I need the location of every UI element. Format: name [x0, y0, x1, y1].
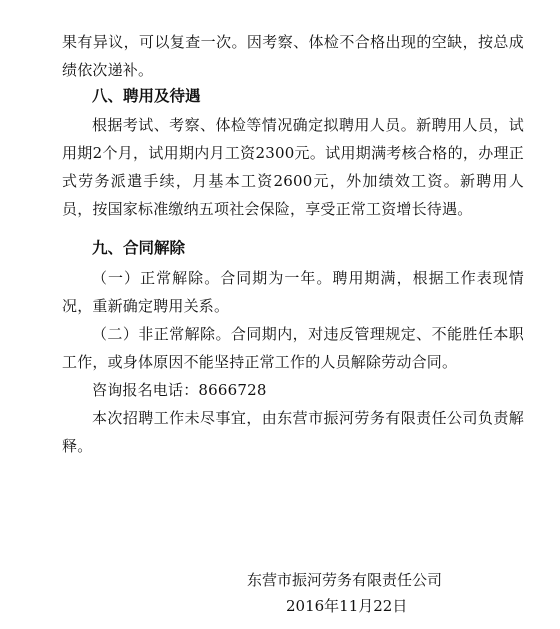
section-9-item-1: （一）正常解除。合同期为一年。聘用期满，根据工作表现情况，重新确定聘用关系。 [62, 269, 524, 315]
continuation-paragraph: 果有异议，可以复查一次。因考察、体检不合格出现的空缺，按总成绩依次递补。 [62, 33, 524, 79]
section-9-heading: 九、合同解除 [92, 239, 186, 257]
section-8-body: 根据考试、考察、体检等情况确定拟聘用人员。新聘用人员，试用期2个月，试用期内月工资2300元。试用期满考核合格的，办理正式劳务派遣手续，月基本工资2600元，外加绩效工资。新聘用人员，按国家标准缴纳五项社会保险，享受正常工资增长待遇。 [62, 116, 524, 218]
signature-company: 东营市振河劳务有限责任公司 [247, 571, 443, 589]
section-9-item-2: （二）非正常解除。合同期内，对违反管理规定、不能胜任本职工作，或身体原因不能坚持正常工作的人员解除劳动合同。 [62, 325, 524, 371]
signature-date: 2016年11月22日 [286, 597, 408, 615]
section-8-heading: 八、聘用及待遇 [92, 87, 201, 105]
closing-paragraph: 本次招聘工作未尽事宜，由东营市振河劳务有限责任公司负责解释。 [62, 409, 524, 455]
contact-phone: 咨询报名电话：8666728 [92, 381, 267, 399]
